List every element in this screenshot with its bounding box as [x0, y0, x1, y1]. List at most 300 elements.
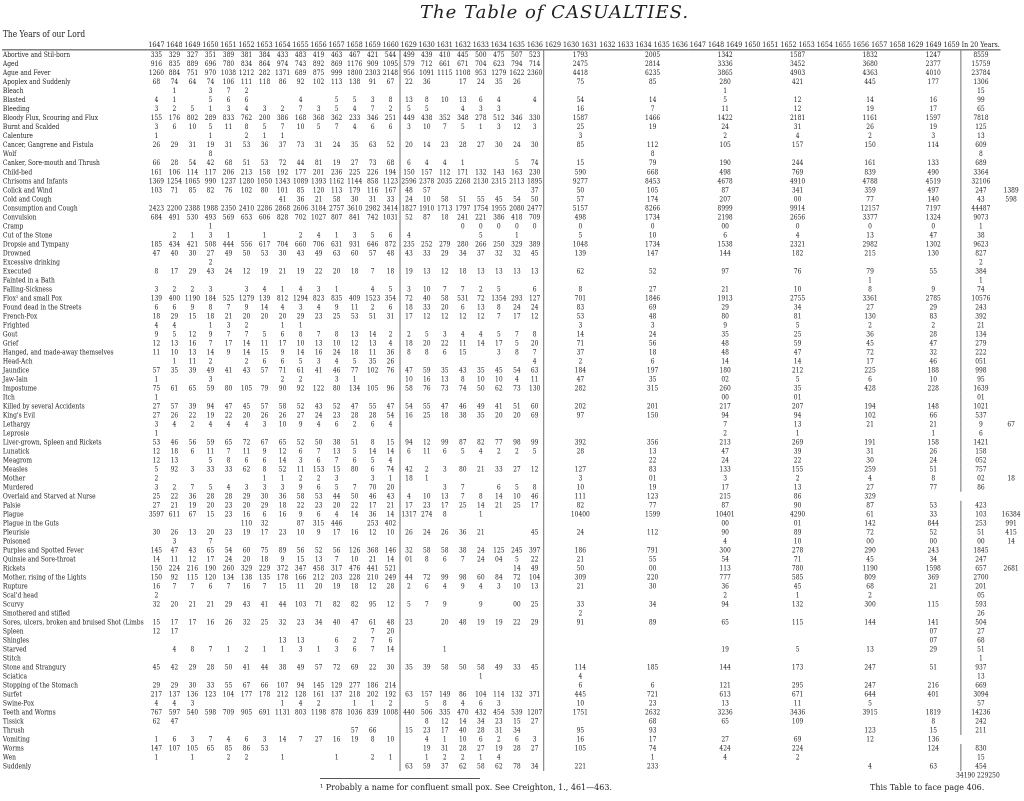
row-value: 86	[793, 491, 802, 501]
row-value	[472, 276, 490, 285]
footnote: ¹ Probably a name for confluent small pox. See Creighton, 1., 461—463.	[320, 783, 612, 792]
row-value: 24	[721, 455, 729, 465]
row-value	[436, 86, 454, 95]
row-value: 105	[719, 140, 731, 150]
row-value: 107	[276, 680, 289, 690]
row-value	[526, 429, 544, 438]
row-value	[472, 564, 490, 573]
row-value	[256, 429, 274, 438]
row-value: 266	[475, 239, 487, 249]
row-value: 45	[793, 581, 802, 591]
row-value	[400, 276, 418, 285]
row-value: 20	[386, 626, 395, 636]
row-value: 5	[370, 230, 375, 240]
row-value: 213	[719, 437, 731, 447]
row-value	[906, 149, 960, 158]
row-value: 144	[719, 248, 731, 258]
row-value	[310, 627, 328, 636]
row-value: 8	[442, 698, 447, 708]
row-value: 2350	[220, 203, 237, 213]
row-value: 245	[511, 545, 523, 555]
row-value: 7	[370, 635, 375, 645]
row-value: 14	[242, 347, 251, 357]
row-value	[382, 726, 400, 735]
row-value	[454, 231, 472, 240]
row-value: 14	[477, 500, 485, 510]
grand-total: 34190 229250	[956, 770, 1000, 780]
row-value: 35	[793, 383, 802, 393]
row-value	[219, 375, 237, 384]
row-value	[256, 149, 274, 158]
row-value: 212	[276, 689, 289, 699]
row-value: 3	[154, 104, 159, 114]
row-value	[328, 276, 346, 285]
header-year: 1650	[201, 20, 219, 50]
row-value: 611	[168, 509, 181, 519]
row-value	[256, 699, 274, 708]
row-value: 89	[793, 527, 802, 537]
row-value: 66	[260, 680, 269, 690]
row-value: 9	[298, 419, 303, 429]
row-value: 194	[384, 167, 397, 177]
row-value	[201, 672, 219, 681]
row-value: 228	[927, 383, 939, 393]
row-value	[490, 474, 508, 483]
row-value: 32	[260, 518, 269, 528]
row-value: 1	[208, 221, 213, 231]
row-label: Executed	[2, 266, 32, 276]
row-value: 146	[384, 545, 397, 555]
row-value	[526, 321, 544, 330]
row-value: 6	[172, 122, 177, 132]
row-value	[364, 717, 382, 726]
row-value: 2	[723, 131, 728, 141]
row-value	[310, 726, 328, 735]
row-value: 10	[296, 527, 305, 537]
table-row	[2, 528, 1022, 537]
row-value: 31	[386, 311, 395, 321]
row-label: Jaw-Iain	[2, 374, 28, 384]
row-value: 51	[929, 464, 938, 474]
row-value	[544, 627, 616, 636]
row-value: 07	[929, 635, 938, 645]
row-value: 6	[388, 635, 393, 645]
row-value	[183, 609, 201, 618]
row-value: 40	[422, 293, 431, 303]
row-value: 13	[961, 131, 1001, 140]
row-value: 2814	[645, 59, 661, 69]
row-value	[400, 681, 418, 690]
row-value: 4418	[544, 68, 616, 77]
row-value: 330	[528, 113, 541, 123]
row-value: 8	[544, 285, 616, 294]
row-value: 35	[477, 410, 485, 420]
row-value	[400, 645, 418, 654]
row-value	[346, 149, 364, 158]
row-value: 2321	[790, 239, 806, 249]
table-row	[2, 366, 1022, 375]
row-label: Ague and Fever	[2, 68, 51, 78]
row-value	[508, 456, 526, 465]
row-value: 1	[154, 392, 159, 402]
row-value: 844	[927, 518, 939, 528]
row-value: 1	[795, 428, 800, 438]
row-value	[346, 519, 364, 528]
row-value: 467	[348, 50, 361, 60]
row-value: 2	[316, 473, 321, 483]
row-value: 432	[475, 707, 487, 717]
row-value: 6	[388, 230, 393, 240]
row-value: 409	[348, 293, 361, 303]
table-row	[2, 276, 1022, 285]
row-value: 13	[648, 446, 657, 456]
row-value	[364, 222, 382, 231]
row-value: 10	[296, 338, 305, 348]
row-value	[834, 258, 906, 267]
row-value: 69	[350, 662, 359, 672]
row-value: 92	[170, 464, 179, 474]
row-value	[183, 131, 201, 140]
row-value	[508, 645, 526, 654]
row-value: 2	[298, 374, 303, 384]
row-value: 6	[478, 698, 483, 708]
row-value	[201, 699, 219, 708]
row-label: Found dead in the Streets	[2, 302, 82, 312]
row-value: 13	[866, 644, 874, 654]
row-value: 5	[334, 95, 339, 105]
row-value: 11	[530, 374, 539, 384]
row-value: 27	[530, 716, 539, 726]
row-label: Falling-Sickness	[2, 284, 53, 294]
row-value: 1131	[274, 707, 291, 717]
row-label: Wen	[2, 752, 16, 762]
row-value	[418, 429, 436, 438]
row-value: 16	[242, 581, 251, 591]
row-value: 87	[296, 518, 305, 528]
row-value	[346, 276, 364, 285]
row-value: 15	[296, 554, 305, 564]
row-value: 1190	[862, 563, 878, 573]
row-value: 5	[208, 482, 213, 492]
row-value: 36	[866, 329, 874, 339]
row-value: 1048	[544, 240, 616, 249]
row-value: 1598	[925, 563, 941, 573]
row-value: 1639	[961, 384, 1001, 393]
row-value: 41	[314, 365, 323, 375]
row-value: 115	[186, 572, 199, 582]
row-value: 389	[528, 239, 541, 249]
row-value: 21	[224, 311, 233, 321]
row-value: 16	[544, 104, 616, 113]
row-value: 95	[368, 599, 377, 609]
row-value: 55	[224, 680, 233, 690]
row-value	[761, 654, 833, 663]
row-value: 85	[648, 77, 657, 87]
row-value: 57	[260, 401, 269, 411]
row-value: 1	[226, 644, 231, 654]
row-value	[454, 672, 472, 681]
row-value: 3	[244, 284, 249, 294]
row-value	[526, 726, 544, 735]
row-value: 114	[544, 663, 616, 672]
row-value	[454, 591, 472, 600]
row-label: Bloody Flux, Scouring and Flux	[2, 113, 99, 123]
row-value: 86	[242, 743, 251, 753]
row-value: 54	[513, 365, 521, 375]
row-value: 21	[278, 266, 287, 276]
row-value: 999	[330, 68, 343, 78]
table-row	[2, 690, 1022, 699]
row-value: 3865	[717, 68, 733, 78]
row-value: 83	[929, 311, 938, 321]
row-value: 57	[350, 725, 359, 735]
row-value: 439	[421, 50, 433, 60]
row-value	[219, 258, 237, 267]
row-value: 329	[240, 563, 253, 573]
header-year: 1630	[418, 20, 436, 50]
row-value: 182	[791, 248, 804, 258]
row-value: 454	[493, 707, 505, 717]
header-year: 1657	[328, 20, 346, 50]
row-value	[508, 609, 526, 618]
row-value: 4	[370, 284, 375, 294]
row-value: 123	[864, 725, 876, 735]
row-value: 508	[204, 239, 217, 249]
row-value	[526, 86, 544, 95]
row-value: 14	[386, 509, 395, 519]
row-value: 28	[544, 447, 616, 456]
row-value: 71	[278, 365, 287, 375]
row-value: 6	[478, 734, 483, 744]
row-value: 3	[298, 644, 303, 654]
row-value	[418, 321, 436, 330]
row-value: 3	[352, 230, 357, 240]
row-value	[906, 393, 960, 402]
row-value: 1	[961, 654, 1001, 663]
row-value	[906, 258, 960, 267]
row-value	[183, 726, 201, 735]
row-value: 21	[544, 555, 616, 564]
row-value	[906, 591, 960, 600]
row-value: 10	[422, 284, 431, 294]
row-value: 2	[400, 330, 418, 339]
row-value	[382, 429, 400, 438]
row-value	[310, 537, 328, 546]
row-value: 12	[477, 311, 485, 321]
row-value	[418, 357, 436, 366]
row-value: 29	[721, 302, 729, 312]
row-value: 153	[312, 464, 325, 474]
row-value	[183, 195, 201, 204]
row-value: 10	[495, 374, 503, 384]
row-value: 606	[258, 212, 271, 222]
row-value: 44	[332, 491, 341, 501]
row-value: 14	[422, 140, 431, 150]
row-value: 92	[296, 383, 305, 393]
row-value: 3	[298, 302, 303, 312]
table-row	[2, 348, 1022, 357]
row-value	[526, 510, 544, 519]
row-value: 18	[400, 339, 418, 348]
row-value	[436, 681, 454, 690]
row-value: 35	[400, 663, 418, 672]
row-value: 24	[544, 528, 616, 537]
row-value: 269	[791, 437, 804, 447]
row-value: 87	[721, 185, 729, 195]
row-value: 3	[190, 698, 195, 708]
row-value	[616, 654, 688, 663]
row-value	[256, 591, 274, 600]
row-value	[436, 321, 454, 330]
row-value: 217	[719, 401, 731, 411]
row-value	[364, 258, 382, 267]
table-row	[2, 131, 1022, 140]
row-value: 2755	[790, 293, 806, 303]
row-value	[183, 276, 201, 285]
row-value: 1	[478, 122, 483, 132]
row-value	[418, 86, 436, 95]
table-row	[2, 753, 1022, 762]
row-value	[274, 654, 292, 663]
row-value: 2388	[184, 203, 201, 213]
row-value: 10	[544, 699, 616, 708]
row-value: 1	[154, 734, 159, 744]
row-value: 8	[478, 491, 483, 501]
row-value: 43	[242, 365, 251, 375]
row-value	[382, 537, 400, 546]
row-value: 01	[793, 392, 802, 402]
row-value: 99	[530, 437, 539, 447]
row-value: 706	[312, 239, 325, 249]
row-value	[328, 222, 346, 231]
row-value: 50	[224, 662, 233, 672]
row-value: 3	[496, 698, 501, 708]
row-value	[201, 762, 219, 771]
row-value: 2181	[790, 113, 806, 123]
row-value: 58	[422, 545, 431, 555]
row-value: 5	[460, 122, 465, 132]
row-value: 68	[648, 716, 657, 726]
row-value: 3	[226, 104, 231, 114]
row-value: 2	[424, 464, 429, 474]
row-value: 7	[226, 446, 231, 456]
row-value	[436, 564, 454, 573]
row-value	[400, 321, 418, 330]
row-label: Calenture	[2, 131, 33, 141]
row-value: 290	[864, 545, 876, 555]
row-value	[490, 519, 508, 528]
row-value: 30	[350, 194, 359, 204]
row-value: 8	[400, 348, 418, 357]
row-value: 29	[530, 617, 539, 627]
row-value: 80	[721, 311, 729, 321]
row-value	[454, 258, 472, 267]
row-value: 1	[370, 698, 375, 708]
row-value	[382, 717, 400, 726]
row-value: 122	[312, 383, 325, 393]
row-value: 50	[530, 194, 539, 204]
row-value	[689, 609, 761, 618]
row-value	[165, 222, 183, 231]
row-value: 3	[316, 284, 321, 294]
row-value: 35	[721, 329, 729, 339]
row-value: 809	[864, 572, 876, 582]
row-value: 99	[961, 95, 1001, 104]
row-value	[544, 717, 616, 726]
row-value: 29	[929, 302, 938, 312]
row-value: 46	[458, 401, 467, 411]
row-value	[219, 429, 237, 438]
table-row	[2, 420, 1022, 429]
row-value: 158	[258, 167, 271, 177]
row-value: 3	[544, 321, 616, 330]
row-value: 6	[280, 356, 285, 366]
row-value: 1	[388, 752, 393, 762]
row-value	[400, 429, 418, 438]
row-value: 29	[170, 680, 179, 690]
row-value: 110	[240, 518, 253, 528]
row-value: 10	[278, 419, 287, 429]
row-value: 743	[294, 59, 307, 69]
row-value: 802	[186, 113, 199, 123]
row-value: 19	[296, 266, 305, 276]
row-label: Overlaid and Starved at Nurse	[2, 491, 96, 501]
row-value	[219, 222, 237, 231]
row-value: 1	[154, 428, 159, 438]
row-value: 10	[422, 122, 431, 132]
row-value: 11	[242, 446, 251, 456]
row-value: 190	[719, 158, 731, 168]
row-value: 9	[244, 302, 249, 312]
row-value	[454, 564, 472, 573]
row-value: 23	[648, 698, 657, 708]
row-value: 4	[388, 455, 393, 465]
row-value: 32	[513, 248, 521, 258]
row-value: 124	[927, 743, 939, 753]
row-value: 19	[422, 743, 431, 753]
row-value	[454, 681, 472, 690]
row-value: 889	[186, 59, 199, 69]
row-value: 224	[791, 743, 804, 753]
row-value	[526, 636, 544, 645]
row-value: 224	[168, 563, 181, 573]
row-value: 16	[278, 509, 287, 519]
row-value: 49	[296, 662, 305, 672]
row-value	[490, 86, 508, 95]
row-value: 86	[961, 483, 1001, 492]
row-value	[400, 609, 418, 618]
row-value: 1587	[544, 113, 616, 122]
row-value	[165, 375, 183, 384]
row-value: 62	[544, 267, 616, 276]
row-value: 82	[332, 599, 341, 609]
table-row	[2, 330, 1022, 339]
row-value: 53	[314, 491, 323, 501]
row-value: 17	[648, 734, 657, 744]
row-value: 35	[440, 365, 449, 375]
row-value: 3	[208, 86, 213, 96]
row-value: 157	[421, 689, 433, 699]
row-value: 9	[298, 509, 303, 519]
row-value: 20	[242, 410, 251, 420]
row-value: 4788	[862, 176, 878, 186]
row-value: 1	[154, 374, 159, 384]
row-value	[418, 393, 436, 402]
row-value: 1754	[473, 203, 489, 213]
row-value: 7	[370, 626, 375, 636]
row-value: 52	[400, 213, 418, 222]
row-value	[219, 474, 237, 483]
